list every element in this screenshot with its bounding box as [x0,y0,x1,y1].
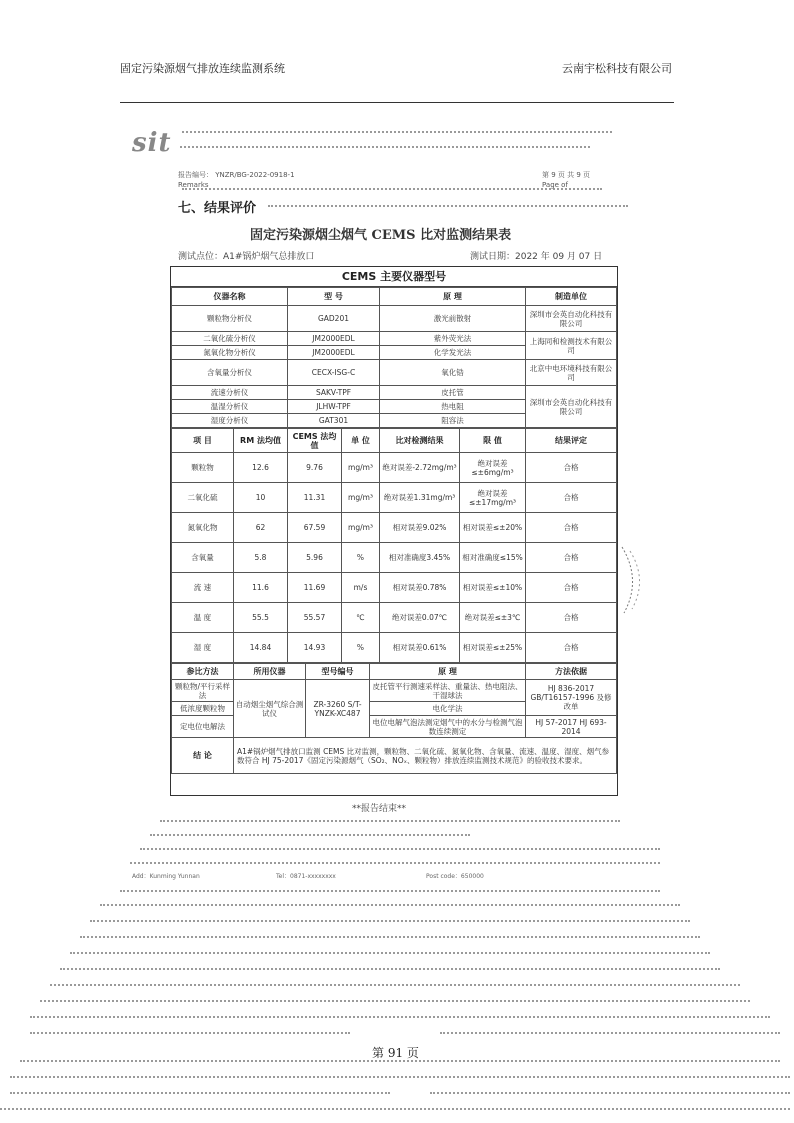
table-cell: 67.59 [288,513,342,543]
report-number-block [178,170,295,190]
table-cell: m/s [342,573,380,603]
method-table [171,663,617,774]
result-table [171,428,617,663]
table-cell: 二氧化硫 [172,483,234,513]
table-cell: JM2000EDL [288,346,380,360]
table-cell: 湿度分析仪 [172,414,288,428]
table-cell: 含氧量 [172,543,234,573]
header-cell: CEMS 法均值 [288,429,342,453]
header-company-name: 云南宇松科技有限公司 [562,62,672,75]
table-cell: 相对误差0.78% [380,573,460,603]
table-cell: 紫外荧光法 [380,332,526,346]
header-cell: 比对检测结果 [380,429,460,453]
scan-dots [30,1032,350,1034]
table-cell: 相对准确度3.45% [380,543,460,573]
table-cell: 流 速 [172,573,234,603]
header-cell: 单 位 [342,429,380,453]
page-info-en: Page of [542,181,568,189]
table-cell: 合格 [526,573,617,603]
table-cell: 55.5 [234,603,288,633]
conclusion-label: 结 论 [172,738,234,774]
footer-postcode: Post code：650000 [426,873,484,880]
header-divider [120,102,674,103]
scan-dots [90,920,690,922]
table-cell: 绝对误差-2.72mg/m³ [380,453,460,483]
scan-dots [160,820,620,822]
table-cell: 合格 [526,483,617,513]
header-cell: 方法依据 [526,664,617,680]
table-cell: HJ 836-2017 GB/T16157-1996 及修改单 [526,680,617,716]
table-cell: 皮托管平行测速采样法、重量法、热电阻法、干湿球法 [370,680,526,702]
table-cell: 11.31 [288,483,342,513]
report-end: **报告结束** [352,804,407,814]
header-cell: 型号编号 [306,664,370,680]
table-cell: 氧化锆 [380,360,526,386]
table-cell: % [342,543,380,573]
company-logo: sit [132,128,172,158]
header-cell: 所用仪器 [234,664,306,680]
table-cell: 绝对误差1.31mg/m³ [380,483,460,513]
table-cell: 合格 [526,543,617,573]
conclusion-text: A1#锅炉烟气排放口监测 CEMS 比对监测，颗粒物、二氧化硫、氮氧化物、含氧量、流速、温度、湿度、烟气参数符合 HJ 75-2017《固定污染源烟气（SO₂、NOₓ、颗粒物）排放连续监测技术规范》的验收技术要求。 [234,738,617,774]
scan-dots [120,890,660,892]
table-cell: SAKV-TPF [288,386,380,400]
scan-dots [430,1092,790,1094]
table-cell: 湿 度 [172,633,234,663]
header-cell: 仪器名称 [172,288,288,306]
report-number: 报告编号： YNZR/BG-2022-0918-1 [178,171,295,179]
table-cell: 12.6 [234,453,288,483]
scan-dots [440,1032,780,1034]
table-cell: 定电位电解法 [172,716,234,738]
table-cell: 流速分析仪 [172,386,288,400]
table-cell: 相对误差≤±10% [460,573,526,603]
table-cell: 相对误差9.02% [380,513,460,543]
table-cell: 电化学法 [370,702,526,716]
instrument-table [171,287,617,428]
table-cell: 绝对误差≤±17mg/m³ [460,483,526,513]
table-cell: 11.69 [288,573,342,603]
table-cell: 绝对误差≤±6mg/m³ [460,453,526,483]
table-cell: 颗粒物分析仪 [172,306,288,332]
scan-dots [50,984,740,986]
table-cell: CECX-ISG-C [288,360,380,386]
header-cell: 项 目 [172,429,234,453]
scan-dots [40,1000,750,1002]
header-cell: 原 理 [370,664,526,680]
table-cell: JM2000EDL [288,332,380,346]
table-cell: 温 度 [172,603,234,633]
table-cell: 14.84 [234,633,288,663]
table-cell: 5.8 [234,543,288,573]
table-cell: 14.93 [288,633,342,663]
table-cell: 相对误差≤±20% [460,513,526,543]
table-cell: 相对准确度≤15% [460,543,526,573]
table-cell: 合格 [526,453,617,483]
binding-mark [612,545,652,615]
table-cell: 激光前散射 [380,306,526,332]
scan-dots [0,1108,790,1110]
scan-dots [70,952,710,954]
table-cell: 合格 [526,513,617,543]
table-cell: 低浓度颗粒物 [172,702,234,716]
header-cell: 型 号 [288,288,380,306]
table-cell: 合格 [526,603,617,633]
table-title: 固定污染源烟尘烟气 CEMS 比对监测结果表 [250,228,512,243]
table-cell: HJ 57-2017 HJ 693-2014 [526,716,617,738]
footer-address: Add：Kunming Yunnan [132,873,200,880]
table-cell: 颗粒物/平行采样法 [172,680,234,702]
scan-dots [60,968,720,970]
table-cell: 温湿分析仪 [172,400,288,414]
table-cell: 自动烟尘烟气综合测试仪 [234,680,306,738]
scan-dots [130,862,660,864]
header-cell: 限 值 [460,429,526,453]
table-cell: 55.57 [288,603,342,633]
page-number: 第 91 页 [372,1046,419,1060]
header-cell: 参比方法 [172,664,234,680]
table-cell: 绝对误差≤±3℃ [460,603,526,633]
test-date: 测试日期：2022 年 09 月 07 日 [470,252,603,262]
header-system-name: 固定污染源烟气排放连续监测系统 [120,62,285,75]
table-cell: 阻容法 [380,414,526,428]
table-cell: GAD201 [288,306,380,332]
header-cell: RM 法均值 [234,429,288,453]
scan-dots [80,936,700,938]
table-cell: 深圳市会英自动化科技有限公司 [526,306,617,332]
table-cell: GAT301 [288,414,380,428]
scan-dots [30,1016,770,1018]
table-cell: 含氧量分析仪 [172,360,288,386]
test-point: 测试点位：A1#锅炉烟气总排放口 [178,252,315,262]
table-cell: 热电阻 [380,400,526,414]
table-cell: mg/m³ [342,513,380,543]
table-cell: 上海同和检测技术有限公司 [526,332,617,360]
scan-dots [100,904,680,906]
scan-dots [182,131,612,133]
table-cell: 化学发光法 [380,346,526,360]
page-info-block [542,170,590,190]
table-cell: 相对误差0.61% [380,633,460,663]
table-cell: 10 [234,483,288,513]
table-cell: 氮氧化物分析仪 [172,346,288,360]
header-cell: 原 理 [380,288,526,306]
page-info: 第 9 页 共 9 页 [542,171,591,179]
scan-dots [150,834,470,836]
table-cell: 皮托管 [380,386,526,400]
table-cell: mg/m³ [342,483,380,513]
scan-dots [180,146,590,148]
header-cell: 结果评定 [526,429,617,453]
table-cell: ℃ [342,603,380,633]
scan-dots [140,848,660,850]
table-cell: ZR-3260 S/T-YNZK-XC487 [306,680,370,738]
table-cell: 合格 [526,633,617,663]
table-cell: 62 [234,513,288,543]
table-cell: JLHW-TPF [288,400,380,414]
footer-telephone: Tel：0871-xxxxxxxx [276,873,336,880]
table-cell: 电位电解气泡法测定烟气中的水分与检测气泡数连续测定 [370,716,526,738]
table-cell: 5.96 [288,543,342,573]
table-cell: 绝对误差0.07℃ [380,603,460,633]
table-cell: 氮氧化物 [172,513,234,543]
table-cell: 相对误差≤±25% [460,633,526,663]
table-cell: 二氧化硫分析仪 [172,332,288,346]
table-cell: 11.6 [234,573,288,603]
header-cell: 制造单位 [526,288,617,306]
table-cell: 颗粒物 [172,453,234,483]
table-cell: 北京中电环境科技有限公司 [526,360,617,386]
section-title: 七、结果评价 [178,201,257,216]
table-cell: mg/m³ [342,453,380,483]
instrument-table-title: CEMS 主要仪器型号 [171,267,617,287]
scan-dots [268,205,628,207]
table-cell: 9.76 [288,453,342,483]
table-cell: 深圳市会英自动化科技有限公司 [526,386,617,428]
scan-dots [10,1076,790,1078]
scan-dots [10,1092,390,1094]
remarks-label: Remarks [178,181,209,189]
table-cell: % [342,633,380,663]
cems-comparison-table [170,266,618,796]
